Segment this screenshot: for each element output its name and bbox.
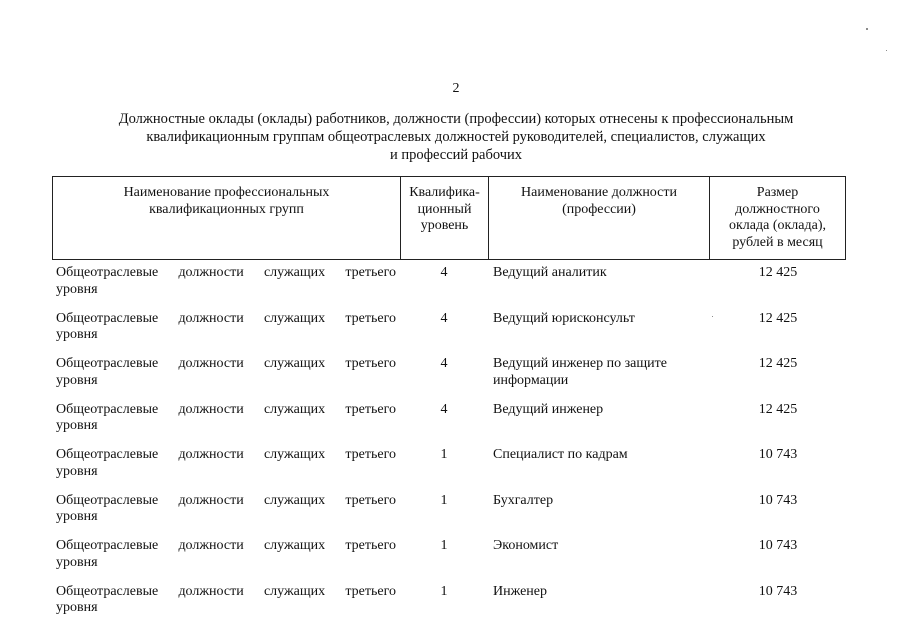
group-word: должности — [178, 401, 244, 417]
group-word: должности — [178, 447, 244, 462]
cell-salary: 12 425 — [758, 356, 798, 371]
header-position-name — [489, 177, 710, 259]
cell-position-name — [493, 265, 703, 282]
cell-position-name — [493, 538, 703, 555]
table-row — [52, 353, 852, 399]
cell-qualification-level: 4 — [440, 356, 448, 371]
position-line: Ведущий юрисконсульт — [493, 310, 635, 326]
header-group-name — [53, 177, 401, 259]
cell-position-name — [493, 402, 703, 419]
group-word: третьего — [345, 538, 396, 553]
header-line: рублей в месяц — [732, 234, 823, 250]
header-qualification-level — [401, 177, 489, 259]
group-word: служащих — [263, 447, 326, 462]
group-word: третьего — [345, 401, 396, 417]
group-line-2: уровня — [56, 600, 98, 615]
header-line: Наименование должности — [521, 185, 677, 200]
cell-salary: 10 743 — [758, 583, 798, 599]
header-line: должностного — [735, 201, 820, 217]
group-word: третьего — [345, 265, 396, 280]
header-salary — [710, 177, 845, 259]
group-word: Общеотраслевые — [56, 538, 159, 553]
group-line-1 — [56, 538, 396, 555]
scan-speck — [712, 316, 713, 317]
cell-salary: 10 743 — [758, 447, 798, 462]
table-row — [52, 262, 852, 308]
cell-qualification-level: 1 — [440, 583, 448, 599]
cell-position-name — [493, 493, 703, 510]
table-row — [52, 535, 852, 581]
group-line-2: уровня — [56, 327, 98, 342]
cell-salary: 10 743 — [758, 492, 798, 508]
cell-qualification-level: 4 — [440, 310, 448, 326]
table-row — [52, 490, 852, 536]
cell-group-name — [56, 402, 396, 435]
group-word: должности — [178, 492, 244, 508]
group-word: должности — [178, 583, 244, 599]
cell-position-name — [493, 311, 703, 328]
cell-group-name — [56, 493, 396, 526]
group-line-1 — [56, 402, 396, 419]
table-row — [52, 444, 852, 490]
cell-group-name — [56, 311, 396, 344]
group-word: третьего — [345, 447, 396, 462]
group-word: Общеотраслевые — [56, 447, 159, 462]
document-title — [60, 110, 852, 164]
group-word: служащих — [263, 356, 326, 371]
group-word: третьего — [345, 310, 396, 326]
cell-position-name — [493, 584, 703, 601]
group-line-2: уровня — [56, 372, 98, 388]
header-line: уровень — [420, 218, 469, 233]
group-word: должности — [178, 356, 244, 371]
cell-group-name — [56, 447, 396, 480]
group-word: служащих — [263, 310, 326, 326]
title-line: Должностные оклады (оклады) работников, должности (профессии) которых отнесены к профессиональным — [118, 111, 794, 127]
group-word: служащих — [263, 538, 326, 553]
page-number: 2 — [452, 81, 460, 96]
cell-qualification-level: 4 — [440, 265, 448, 280]
group-word: должности — [178, 265, 244, 280]
group-word: третьего — [345, 492, 396, 508]
group-word: служащих — [263, 492, 326, 508]
position-line: Ведущий инженер — [493, 401, 604, 417]
header-line: квалификационных групп — [149, 201, 304, 217]
group-word: Общеотраслевые — [56, 356, 159, 371]
group-line-1 — [56, 447, 396, 464]
group-word: должности — [178, 538, 244, 553]
group-line-2: уровня — [56, 509, 98, 524]
group-line-1 — [56, 265, 396, 282]
cell-qualification-level: 4 — [440, 401, 448, 417]
group-word: третьего — [345, 583, 396, 599]
table-row — [52, 308, 852, 354]
scan-speck — [866, 28, 868, 30]
table-row — [52, 581, 852, 627]
cell-position-name — [493, 447, 703, 464]
group-word: Общеотраслевые — [56, 492, 159, 508]
cell-qualification-level: 1 — [440, 447, 448, 462]
table-header — [52, 176, 846, 260]
group-line-2: уровня — [56, 281, 98, 297]
cell-position-name — [493, 356, 703, 389]
group-word: служащих — [263, 401, 326, 417]
group-word: Общеотраслевые — [56, 310, 159, 326]
cell-group-name — [56, 584, 396, 617]
cell-salary: 12 425 — [758, 401, 798, 417]
header-line: оклада (оклада), — [728, 218, 826, 233]
group-word: третьего — [345, 356, 396, 371]
scan-speck — [886, 50, 887, 51]
position-line: Ведущий аналитик — [493, 265, 607, 280]
group-line-1 — [56, 584, 396, 601]
group-word: Общеотраслевые — [56, 401, 159, 417]
header-line: (профессии) — [562, 201, 636, 217]
cell-salary: 12 425 — [758, 310, 798, 326]
group-line-2: уровня — [56, 554, 98, 570]
group-line-2: уровня — [56, 463, 98, 479]
cell-salary: 10 743 — [758, 538, 798, 553]
position-line: Специалист по кадрам — [493, 447, 628, 462]
group-line-2: уровня — [56, 418, 98, 433]
group-word: Общеотраслевые — [56, 583, 159, 599]
position-line: Инженер — [493, 583, 548, 599]
position-line: информации — [493, 372, 569, 388]
header-line: ционный — [417, 201, 472, 217]
group-word: должности — [178, 310, 244, 326]
position-line: Бухгалтер — [493, 492, 554, 508]
header-line: Квалифика- — [409, 185, 480, 200]
cell-qualification-level: 1 — [440, 492, 448, 508]
cell-group-name — [56, 265, 396, 298]
title-line: и профессий рабочих — [389, 147, 523, 163]
group-line-1 — [56, 493, 396, 510]
title-line: квалификационным группам общеотраслевых должностей руководителей, специалистов, служащих — [146, 129, 766, 145]
position-line: Ведущий инженер по защите — [493, 356, 667, 371]
header-line: Размер — [756, 185, 799, 200]
group-line-1 — [56, 311, 396, 328]
header-line: Наименование профессиональных — [123, 185, 330, 200]
table-row — [52, 399, 852, 445]
group-word: служащих — [263, 583, 326, 599]
position-line: Экономист — [493, 538, 559, 553]
group-word: Общеотраслевые — [56, 265, 159, 280]
cell-group-name — [56, 356, 396, 389]
group-word: служащих — [263, 265, 326, 280]
group-line-1 — [56, 356, 396, 373]
cell-qualification-level: 1 — [440, 538, 448, 553]
cell-group-name — [56, 538, 396, 571]
table-body — [52, 262, 852, 626]
cell-salary: 12 425 — [758, 265, 798, 280]
